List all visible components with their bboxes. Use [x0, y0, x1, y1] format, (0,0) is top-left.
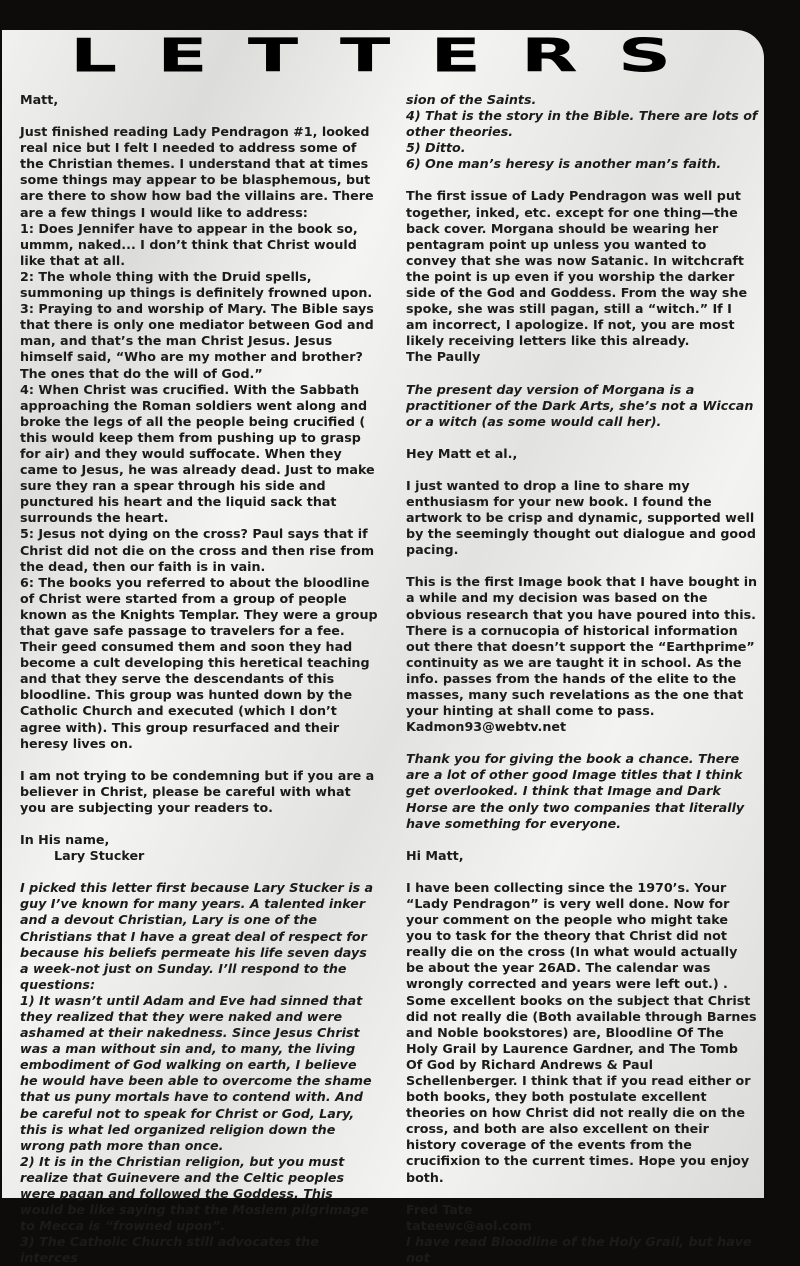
- page-title: LETTERS: [70, 29, 712, 83]
- letter-paragraph: 2) It is in the Christian religion, but you must realize that Guinevere and the Celtic peoples were pagan and followed the Goddess. This would be like saying that the Moslem pilgrimage to Mecca is “frowned upon”.: [20, 1153, 369, 1234]
- left-column: [20, 92, 378, 1266]
- letter-paragraph: Hey Matt et al.,: [406, 445, 518, 461]
- paragraph-gap: [406, 558, 758, 574]
- paragraph-gap: [406, 832, 758, 848]
- letter-paragraph: I have read Bloodline of the Holy Grail, but have not: [406, 1233, 752, 1265]
- letter-paragraph: Fred Tate: [406, 1201, 473, 1217]
- letter-paragraph: The Paully: [406, 349, 481, 365]
- paragraph-gap: [406, 1186, 758, 1202]
- letter-paragraph: The first issue of Lady Pendragon was well put together, inked, etc. except for one thing—the back cover. Morgana should be wearing her pentagram point up unless you wanted to convey that she was now Satanic. In witchcraft the point is up even if you worship the darker side of the God and Goddess. From the way she spoke, she was still pagan, still a “witch.” If I am incorrect, I apologize. If not, you are most likely receiving letters like this already.: [406, 188, 748, 349]
- letter-paragraph: Just finished reading Lady Pendragon #1, looked real nice but I felt I needed to address some of the Christian themes. I understand that at times some things may appear to be blasphemous, but are there to show how bad the villains are. There are a few things I would like to address:: [20, 124, 374, 220]
- letter-paragraph: 4) That is the story in the Bible. There are lots of other theories.: [406, 108, 758, 140]
- paragraph-gap: [406, 864, 758, 880]
- letter-paragraph: This is the first Image book that I have bought in a while and my decision was based on the obvious research that you have poured into this. There is a cornucopia of historical information out there that doesn’t support the “Earthprime” continuity as we are taught it in school. As the info. passes from the hands of the elite to the masses, many such revelations as the one that your hinting at shall come to pass.: [406, 574, 758, 719]
- paragraph-gap: [406, 366, 758, 382]
- letter-paragraph: 5) Ditto.: [406, 140, 466, 156]
- letter-paragraph: 3) The Catholic Church still advocates the interces: [20, 1234, 319, 1266]
- letter-paragraph: 6: The books you referred to about the bloodline of Christ were started from a group of people known as the Knights Templar. They were a group that gave safe passage to travelers for a fee. Their geed consumed them and soon they had become a cult developing this heretical teaching and that they serve the descendants of this bloodline. This group was hunted down by the Catholic Church and executed (which I don’t agree with). This group resurfaced and their heresy lives on.: [20, 574, 378, 751]
- paragraph-gap: [20, 108, 378, 124]
- paragraph-gap: [406, 172, 758, 188]
- letter-paragraph: Hi Matt,: [406, 847, 464, 863]
- letter-paragraph: sion of the Saints.: [406, 92, 537, 107]
- letter-paragraph: 2: The whole thing with the Druid spells, summoning up things is definitely frowned upon.: [20, 268, 373, 301]
- letter-paragraph: I picked this letter first because Lary Stucker is a guy I’ve known for many years. A talented inker and a devout Christian, Lary is one of the Christians that I have a great deal of respect for because his beliefs permeate his life seven days a week-not just on Sunday. I’ll respond to the questions:: [20, 880, 374, 992]
- paragraph-gap: [20, 816, 378, 832]
- paragraph-gap: [20, 752, 378, 768]
- paragraph-gap: [406, 462, 758, 478]
- letter-paragraph: The present day version of Morgana is a practitioner of the Dark Arts, she’s not a Wiccan or a witch (as some would call her).: [406, 381, 754, 429]
- letter-paragraph: 1: Does Jennifer have to appear in the book so, ummm, naked... I don’t think that Christ would like that at all.: [20, 220, 358, 268]
- letter-paragraph: 1) It wasn’t until Adam and Eve had sinned that they realized that they were naked and were ashamed at their nakedness. Since Jesus Christ was a man without sin and, to many, the living embodiment of God walking on earth, I believe he would have been able to overcome the shame that us puny mortals have to contend with. And be careful not to speak for Christ or God, Lary, this is what led organized religion down the wrong path more than once.: [20, 992, 372, 1153]
- page-edge-shadow: [764, 0, 800, 1223]
- paragraph-gap: [406, 430, 758, 446]
- letter-paragraph: In His name,: [20, 832, 110, 848]
- letter-paragraph: I just wanted to drop a line to share my enthusiasm for your new book. I found the artwork to be crisp and dynamic, supported well by the seemingly thought out dialogue and good pacing.: [406, 477, 756, 558]
- letter-paragraph: 4: When Christ was crucified. With the Sabbath approaching the Roman soldiers went along and broke the legs of all the people being crucified ( this would keep them from pushing up to grasp for air) and they would suffocate. When they came to Jesus, he was already dead. Just to make sure they ran a spear through his side and punctured his heart and the liquid sack that surrounds the heart.: [20, 381, 375, 526]
- letter-paragraph: 3: Praying to and worship of Mary. The Bible says that there is only one mediator between God and man, and that’s the man Christ Jesus. Jesus himself said, “Who are my mother and brother? The ones that do the will of God.”: [20, 301, 374, 381]
- letter-paragraph: Matt,: [20, 92, 59, 107]
- letter-paragraph: 6) One man’s heresy is another man’s faith.: [406, 156, 722, 172]
- letter-paragraph: Thank you for giving the book a chance. There are a lot of other good Image titles that I think get overlooked. I think that Image and Dark Horse are the only two companies that literally have something for everyone.: [406, 751, 745, 831]
- letter-paragraph: Lary Stucker: [54, 848, 145, 864]
- letter-paragraph: I have been collecting since the 1970’s. Your “Lady Pendragon” is very well done. Now for your comment on the people who might take you to task for the theory that Christ did not really die on the cross (In what would actually be about the year 26AD. The calendar was wrongly corrected and years were left out.) . Some excellent books on the subject that Christ did not really die (Both available through Barnes and Noble bookstores) are, Bloodline Of The Holy Grail by Laurence Gardner, and The Tomb Of God by Richard Andrews & Paul Schellenberger. I think that if you read either or both books, they both postulate excellent theories on how Christ did not really die on the cross, and both are also excellent on their history coverage of the events from the crucifixion to the current times. Hope you enjoy both.: [406, 879, 757, 1185]
- paragraph-gap: [406, 735, 758, 751]
- letter-paragraph: 5: Jesus not dying on the cross? Paul says that if Christ did not die on the cross and then rise from the dead, then our faith is in vain.: [20, 526, 375, 574]
- letter-paragraph: Kadmon93@webtv.net: [406, 719, 567, 735]
- letter-paragraph: I am not trying to be condemning but if you are a believer in Christ, please be careful with what you are subjecting your readers to.: [20, 767, 375, 815]
- paragraph-gap: [20, 864, 378, 880]
- letter-paragraph: tateewc@aol.com: [406, 1217, 532, 1233]
- right-column: [406, 92, 758, 1266]
